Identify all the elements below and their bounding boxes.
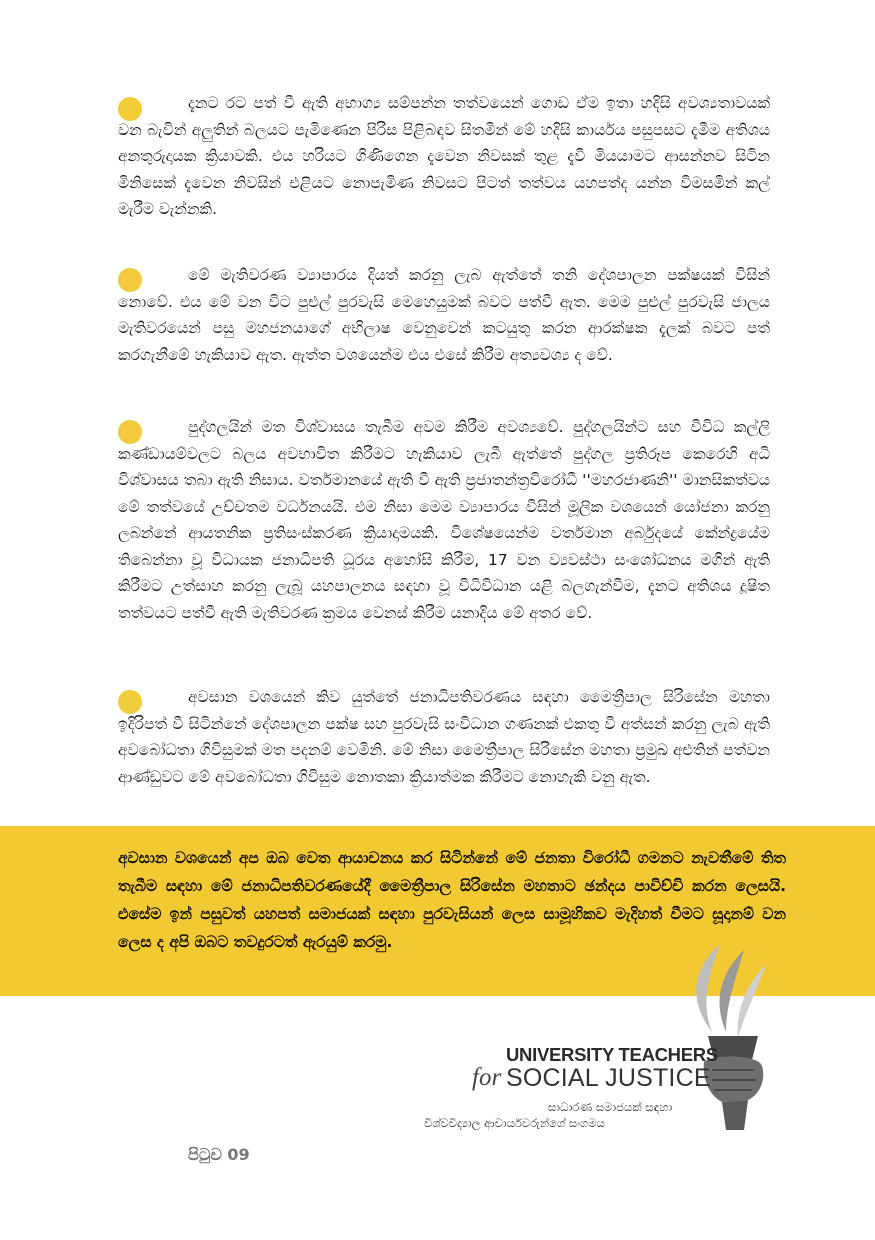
highlight-text: අවසාන වශයෙන් අප ඔබ වෙත ආයාචනය කර සිටින්නේ මේ ජනතා විරෝධී ගමනට නැවතීමේ තිත තැබීම සඳහා මේ ජනාධිපතිවරණයේදී මෛත්‍රීපාල සිරිසේන මහතාට ඡන්දය පාවිච්චි කරන ලෙසයි. එසේම ඉන් පසුවත් යහපත් සමාජයක් සඳහා පුරවැසියන් ලෙස සාමූහිකව මැදිහත් වීමට සූදානම් වන ලෙස ද අපි ඔබට තවදුරටත් ඇරයුම් කරමු. [118, 849, 786, 951]
utsj-logo [424, 940, 770, 1140]
paragraph-3: පුද්ගලයින් මත විශ්වාසය තැබීම අවම කිරීම අවශ්‍යවේ. පුද්ගලයින්ට සහ විවිධ කල්ලි කණ්ඩායම්වලට බලය අවභාවිත කිරීමට හැකියාව ලැබී ඇත්තේ පුද්ගල ප්‍රතිරූප කෙරෙහි අධි විශ්වාසය තබා ඇති නිසාය. වර්තමානයේ ඇති වී ඇති ප්‍රජාතන්ත්‍රවිරෝධී ''මහරජාණනි'' මානසිකත්වය මේ තත්වයේ උච්චතම වර්ධනයයි. එම නිසා මෙම ව්‍යාපාරය විසින් මූලික වශයෙන් යෝජනා කරනු ලබන්නේ ආයතනික ප්‍රතිසංස්කරණ ක්‍රියාදාමයකි. විශේෂයෙන්ම වර්තමාන අර්බුදයේ කේන්ද්‍රයේම තිබෙන්නා වූ විධායක ජනාධිපති ධූරය අහෝසි කිරීම, 17 වන ව්‍යවස්ථා සංශෝධනය මගින් ඇති කිරීමට උත්සාහ කරනු ලැබූ යහපාලනය සඳහා වූ විධිවිධාන යළි බලගැන්වීම, දැනට අතිශය දූෂිත තත්වයට පත්වී ඇති මැතිවරණ ක්‍රමය වෙනස් කිරීම යනාදිය මේ අතර වේ. [118, 418, 770, 622]
paragraph-4: අවසාන වශයෙන් කිව යුත්තේ ජනාධිපතිවරණය සඳහා මෛත්‍රීපාල සිරිසේන මහතා ඉදිරිපත් වී සිටින්නේ දේශපාලන පක්ෂ සහ පුරවැසි සංවිධාන ගණනක් එකතු වී අත්සන් කරනු ලැබ ඇති අවබෝධතා ගිවිසුමක් මත පදනම් වෙමිනි. මේ නිසා මෛත්‍රීපාල සිරිසේන මහතා ප්‍රමුඛ අළුතින් පත්වන ආණ්ඩුවට මේ අවබෝධතා ගිවිසුම නොතකා ක්‍රියාත්මක කිරීමට නොහැකි වනු ඇත. [118, 688, 770, 786]
logo-line-2: SOCIAL JUSTICE [506, 1064, 711, 1092]
logo-tagline-1: සාධාරණ සමාජයක් සඳහා [548, 1100, 673, 1114]
logo-for: for [472, 1064, 502, 1091]
torch-fist-icon [682, 940, 777, 1130]
logo-line-1: UNIVERSITY TEACHERS [506, 1044, 718, 1065]
logo-tagline-2: විශ්වවිද්‍යාල ආචාර්යවරුන්ගේ සංගමය [424, 1116, 605, 1130]
paragraph-1: දැනට රට පත් වී ඇති අභාග්‍ය සම්පන්න තත්වයෙන් ගොඩ ඒම ඉතා හදිසි අවශ්‍යතාවයක් වන බැවින් අලුතින් බලයට පැමිණෙන පිරිස පිළිබඳව සිතමින් මේ හදිසි කාර්යය පසුපසට දැමීම අතිශය අනතුරුදායක ක්‍රියාවකි. එය හරියට ගිණිගෙන දැවෙන නිවසක් තුළ දැවී මියයාමට ආසන්නව සිටින මිනිසෙක් දැවෙන නිවසින් එළියට නොපැමිණ නිවසට පිටත් තත්වය යහපත්ද යන්න විමසමින් කල් මැරීම වැන්නකි. [118, 94, 770, 218]
page-number: පිටුව 09 [188, 1145, 250, 1164]
paragraph-2: මේ මැතිවරණ ව්‍යාපාරය දියත් කරනු ලැබ ඇත්තේ තනි දේශපාලන පක්ෂයක් විසින් නොවේ. එය මේ වන විට පුළුල් පුරවැසි මෙහෙයුමක් බවට පත්වී ඇත. මෙම පුළුල් පුරවැසි ජාලය මැතිවරයෙන් පසු මහජනයාගේ අභිලාෂ වෙනුවෙන් කටයුතු කරන ආරක්ෂක දැලක් බවට පත් කරගැනීමේ හැකියාව ඇත. ඇත්ත වශයෙන්ම එය එසේ කිරීම අත්‍යවශ්‍ය ද වේ. [118, 266, 770, 364]
